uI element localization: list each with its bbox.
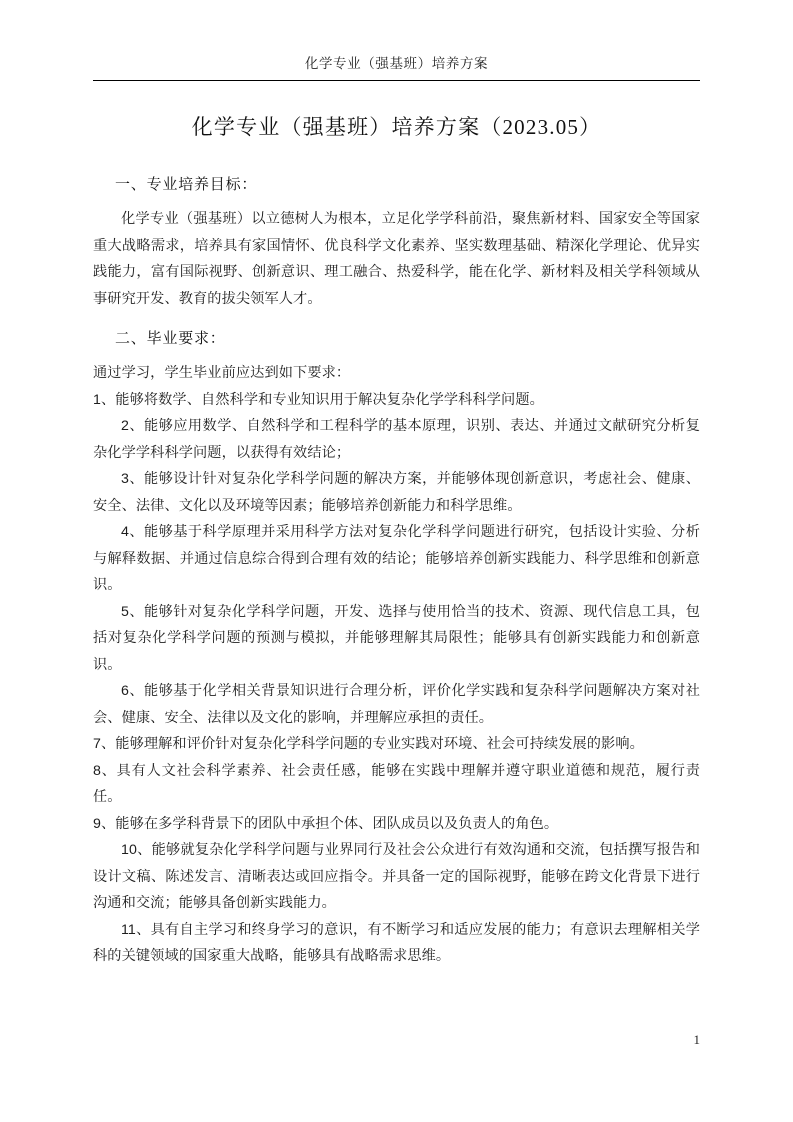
requirement-item: 7、能够理解和评价针对复杂化学科学问题的专业实践对环境、社会可持续发展的影响。 <box>93 736 644 752</box>
requirement-item: 2、能够应用数学、自然科学和工程科学的基本原理，识别、表达、并通过文献研究分析复杂化学学科科学问题，以获得有效结论； <box>93 418 700 461</box>
graduation-lead-paragraph: 通过学习，学生毕业前应达到如下要求： <box>93 365 351 381</box>
requirement-item: 8、具有人文社会科学素养、社会责任感，能够在实践中理解并遵守职业道德和规范，履行责任。 <box>93 762 700 805</box>
requirement-item: 11、具有自主学习和终身学习的意识，有不断学习和适应发展的能力；有意识去理解相关学科的关键领域的国家重大战略，能够具有战略需求思维。 <box>93 921 700 964</box>
running-header-text: 化学专业（强基班）培养方案 <box>304 56 489 71</box>
document-title: 化学专业（强基班）培养方案（2023.05） <box>191 115 602 139</box>
requirement-item: 5、能够针对复杂化学科学问题，开发、选择与使用恰当的技术、资源、现代信息工具，包括对复杂化学科学问题的预测与模拟，并能够理解其局限性；能够具有创新实践能力和创新意识。 <box>93 603 700 673</box>
requirement-item: 10、能够就复杂化学科学问题与业界同行及社会公众进行有效沟通和交流，包括撰写报告和设计文稿、陈述发言、清晰表达或回应指令。并具备一定的国际视野，能够在跨文化背景下进行沟通和交流；能够具备创新实践能力。 <box>93 842 700 911</box>
running-header <box>93 55 700 73</box>
objective-body-paragraph: 化学专业（强基班）以立德树人为根本，立足化学学科前沿，聚焦新材料、国家安全等国家重大战略需求，培养具有家国情怀、优良科学文化素养、坚实数理基础、精深化学理论、优异实践能力，富有国际视野、创新意识、理工融合、热爱科学，能在化学、新材料及相关学科领域从事研究开发、教育的拔尖领军人才。 <box>93 211 700 307</box>
document-content <box>93 112 700 970</box>
requirement-item: 3、能够设计针对复杂化学科学问题的解决方案，并能够体现创新意识，考虑社会、健康、安全、法律、文化以及环境等因素；能够培养创新能力和科学思维。 <box>93 471 700 514</box>
page-number: 1 <box>693 1032 700 1047</box>
section-heading-objective: 一、专业培养目标： <box>115 177 258 193</box>
header-divider-rule <box>93 80 700 81</box>
requirement-item: 9、能够在多学科背景下的团队中承担个体、团队成员以及负责人的角色。 <box>93 815 559 832</box>
requirement-item: 4、能够基于科学原理并采用科学方法对复杂化学科学问题进行研究，包括设计实验、分析与解释数据、并通过信息综合得到合理有效的结论；能够培养创新实践能力、科学思维和创新意识。 <box>93 524 700 593</box>
graduation-requirements-list <box>93 387 700 970</box>
requirement-item: 1、能够将数学、自然科学和专业知识用于解决复杂化学学科科学问题。 <box>93 391 544 408</box>
section-heading-graduation: 二、毕业要求： <box>115 331 226 347</box>
requirement-item: 6、能够基于化学相关背景知识进行合理分析，评价化学实践和复杂科学问题解决方案对社会、健康、安全、法律以及文化的影响，并理解应承担的责任。 <box>93 683 700 726</box>
